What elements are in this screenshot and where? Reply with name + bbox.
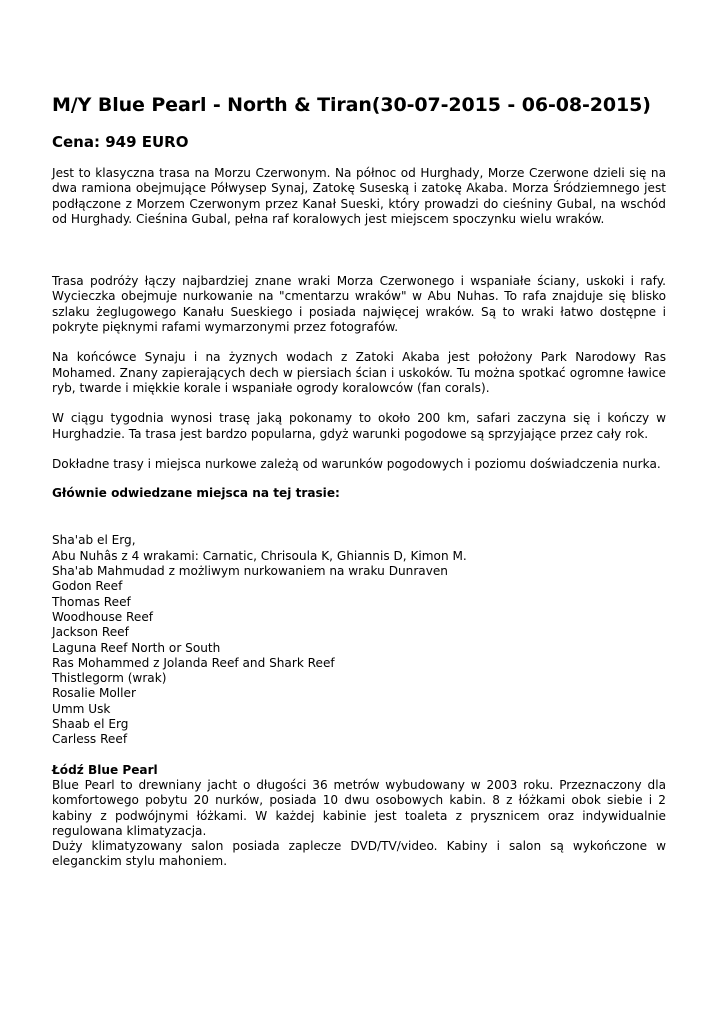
list-item: Sha'ab Mahmudad z możliwym nurkowaniem na wraku Dunraven (52, 564, 448, 579)
conditions-paragraph: Dokładne trasy i miejsca nurkowe zależą od warunków pogodowych i poziomu doświadczenia nurka. (52, 456, 661, 471)
boat-heading: Łódź Blue Pearl (52, 762, 158, 777)
salon-description: Duży klimatyzowany salon posiada zaplecze DVD/TV/video. Kabiny i salon są wykończone w eleganckim stylu mahoniem. (52, 839, 666, 869)
page-title: M/Y Blue Pearl - North & Tiran(30-07-2015 - 06-08-2015) (52, 94, 651, 116)
dive-sites-list (52, 533, 666, 747)
list-item: Laguna Reef North or South (52, 640, 221, 655)
list-item: Sha'ab el Erg, (52, 533, 136, 548)
list-item: Thistlegorm (wrak) (52, 671, 167, 686)
list-item: Thomas Reef (52, 594, 131, 609)
intro-paragraph: Jest to klasyczna trasa na Morzu Czerwonym. Na północ od Hurghady, Morze Czerwone dzieli się na dwa ramiona obejmujące Półwysep Synaj, Zatokę Suseską i zatokę Akaba. Morza Śródziemnego jest podłączone z Morzem Czerwonym przez Kanał Sueski, który prowadzi do cieśniny Gubal, na wschód od Hurghady. Cieśnina Gubal, pełna raf koralowych jest miejscem spoczynku wielu wraków. (52, 166, 666, 226)
list-item: Shaab el Erg (52, 717, 129, 732)
week-paragraph: W ciągu tygodnia wynosi trasę jaką pokonamy to około 200 km, safari zaczyna się i kończy w Hurghadzie. Ta trasa jest bardzo popularna, gdyż warunki pogodowe są sprzyjające przez cały rok. (52, 411, 666, 441)
list-item: Ras Mohammed z Jolanda Reef and Shark Reef (52, 655, 335, 670)
list-item: Abu Nuhâs z 4 wrakami: Carnatic, Chrisoula K, Ghiannis D, Kimon M. (52, 548, 467, 563)
boat-section (52, 778, 666, 870)
list-item: Umm Usk (52, 701, 111, 716)
list-item: Godon Reef (52, 579, 123, 594)
route-paragraph: Trasa podróży łączy najbardziej znane wraki Morza Czerwonego i wspaniałe ściany, uskoki i rafy. Wycieczka obejmuje nurkowanie na "cmentarzu wraków" w Abu Nuhas. To rafa znajduje się blisko szlaku żeglugowego Kanału Sueskiego i posiada najwięcej wraków. Są to wraki łatwo dostępne i pokryte pięknymi rafami wymarzonymi przez fotografów. (52, 274, 666, 335)
list-item: Rosalie Moller (52, 686, 136, 701)
boat-description: Blue Pearl to drewniany jacht o długości 36 metrów wybudowany w 2003 roku. Przeznaczony dla komfortowego pobytu 20 nurków, posiada 10 dwu osobowych kabin. 8 z łóżkami obok siebie i 2 kabiny z podwójnymi łóżkami. W każdej kabinie jest toaleta z prysznicem oraz indywidualnie regulowana klimatyzacja. (52, 777, 666, 838)
list-item: Jackson Reef (52, 625, 129, 640)
price-heading: Cena: 949 EURO (52, 133, 189, 151)
park-paragraph: Na końcówce Synaju i na żyznych wodach z Zatoki Akaba jest położony Park Narodowy Ras Mohamed. Znany zapierających dech w piersiach ścian i uskoków. Tu można spotkać ogromne ławice ryb, twarde i miękkie korale i wspaniałe ogrody koralowców (fan corals). (52, 350, 666, 395)
sites-heading: Głównie odwiedzane miejsca na tej trasie: (52, 486, 340, 501)
list-item: Woodhouse Reef (52, 609, 154, 624)
document-page (52, 92, 666, 870)
list-item: Carless Reef (52, 732, 128, 747)
